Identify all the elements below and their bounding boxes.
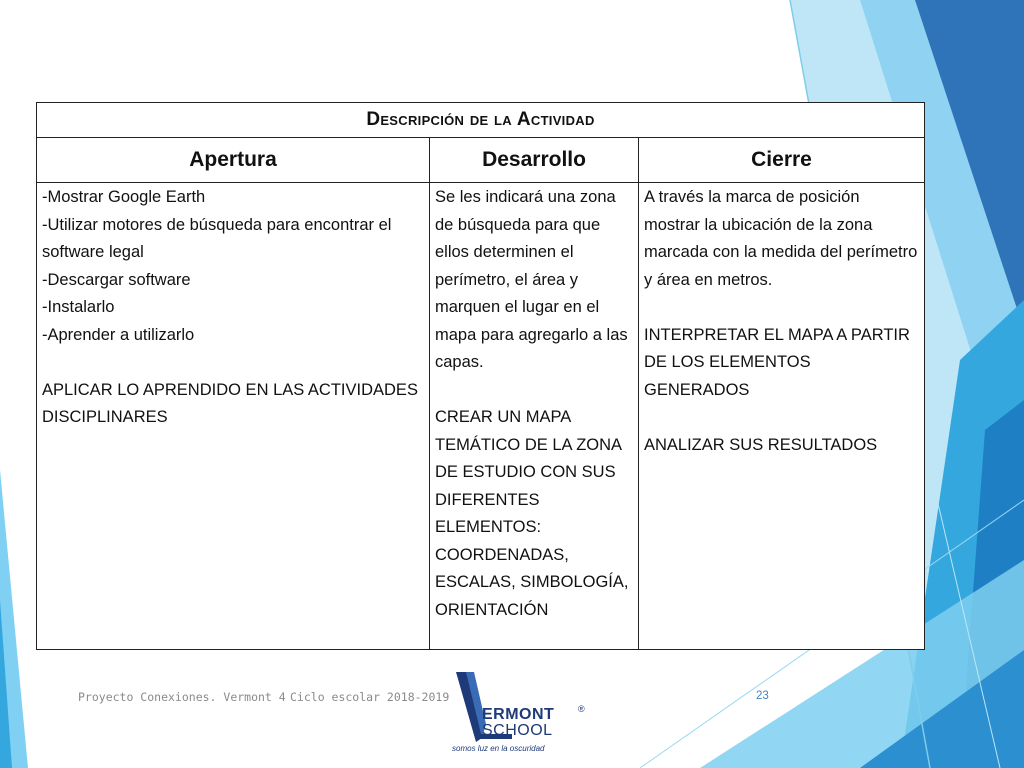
logo-registered-mark: ® [578, 704, 585, 714]
vermont-school-logo [452, 668, 592, 760]
header-desarrollo: Desarrollo [430, 138, 639, 183]
footer-cycle: Ciclo escolar 2018-2019 [290, 690, 450, 704]
header-apertura: Apertura [37, 138, 430, 183]
cell-desarrollo: Se les indicará una zona de búsqueda para que ellos determinen el perímetro, el área y marquen el lugar en el mapa para agregarlo a las capas. CREAR UN MAPA TEMÁTICO DE LA ZONA DE ESTUDIO CON SUS DIFERENTES ELEMENTOS: COORDENADAS, ESCALAS, SIMBOLOGÍA, ORIENTACIÓN [430, 183, 639, 650]
cell-cierre: A través la marca de posición mostrar la ubicación de la zona marcada con la medida del perímetro y área en metros. INTERPRETAR EL MAPA A PARTIR DE LOS ELEMENTOS GENERADOS ANALIZAR SUS RESULTADOS [639, 183, 925, 650]
cell-apertura: -Mostrar Google Earth -Utilizar motores de búsqueda para encontrar el software legal -Descargar software -Instalarlo -Aprender a utilizarlo APLICAR LO APRENDIDO EN LAS ACTIVIDADES DISCIPLINARES [37, 183, 430, 650]
page-number: 23 [756, 690, 769, 702]
logo-brand-text: ERMONT [482, 706, 555, 723]
footer-project: Proyecto Conexiones. Vermont 4 [78, 690, 286, 704]
activity-description-table [36, 102, 925, 650]
table-title: Descripción de la Actividad [37, 103, 925, 138]
header-cierre: Cierre [639, 138, 925, 183]
logo-tagline: somos luz en la oscuridad [452, 744, 545, 753]
logo-sub-text: SCHOOL [482, 722, 553, 739]
